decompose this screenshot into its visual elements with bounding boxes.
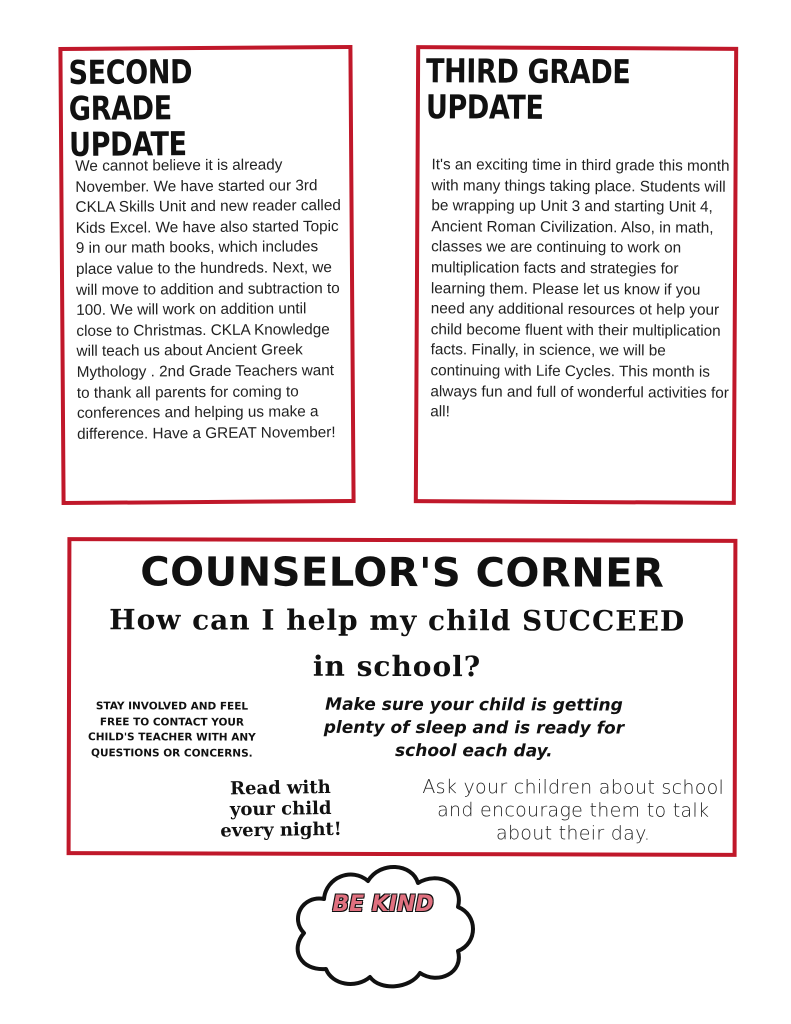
tip-stay-involved: STAY INVOLVED AND FEEL FREE TO CONTACT YOUR CHILD'S TEACHER WITH ANY QUESTIONS OR CONCERNS. [88,700,256,760]
second-grade-title: SECOND GRADE UPDATE [68,52,193,164]
third-grade-panel [414,45,738,505]
tip-sleep: Make sure your child is getting plenty of sleep and is ready for school each day. [323,694,625,762]
counselor-corner-panel [67,537,738,857]
second-grade-panel [58,45,355,505]
cloud-icon [286,857,480,991]
tip-read-with-child: Read with your child every night! [220,776,342,842]
counselor-corner-title: COUNSELOR'S CORNER [140,549,665,597]
be-kind-badge: BE KIND [332,892,434,917]
third-grade-title: THIRD GRADE UPDATE [425,51,631,127]
third-grade-body: It's an exciting time in third grade this month with many things taking place. Students will be wrapping up Unit 3 and starting Unit 4, Ancient Roman Civilization. Also, in math, classes we are continuing to work on multiplication facts and strategies for learning them. Please let us know if you need any additional resources ot help your child become fluent with their multiplication facts. Finally, in science, we will be continuing with Life Cycles. This month is always fun and full of wonderful activities for all! [430,156,730,421]
tip-ask-about-school: Ask your children about school and encourage them to talk about their day. [422,776,725,845]
counselor-subtitle: How can I help my child SUCCEED in school? [109,603,686,684]
second-grade-body: We cannot believe it is already November. We have started our 3rd CKLA Skills Unit and new reader called Kids Excel. We have also started Topic 9 in our math books, which includes place value to the hundreds. Next, we will move to addition and subtraction to 100. We will work on addition until close to Christmas. CKLA Knowledge will teach us about Ancient Greek Mythology . 2nd Grade Teachers want to thank all parents for coming to conferences and helping us make a difference. Have a GREAT November! [75,156,341,443]
